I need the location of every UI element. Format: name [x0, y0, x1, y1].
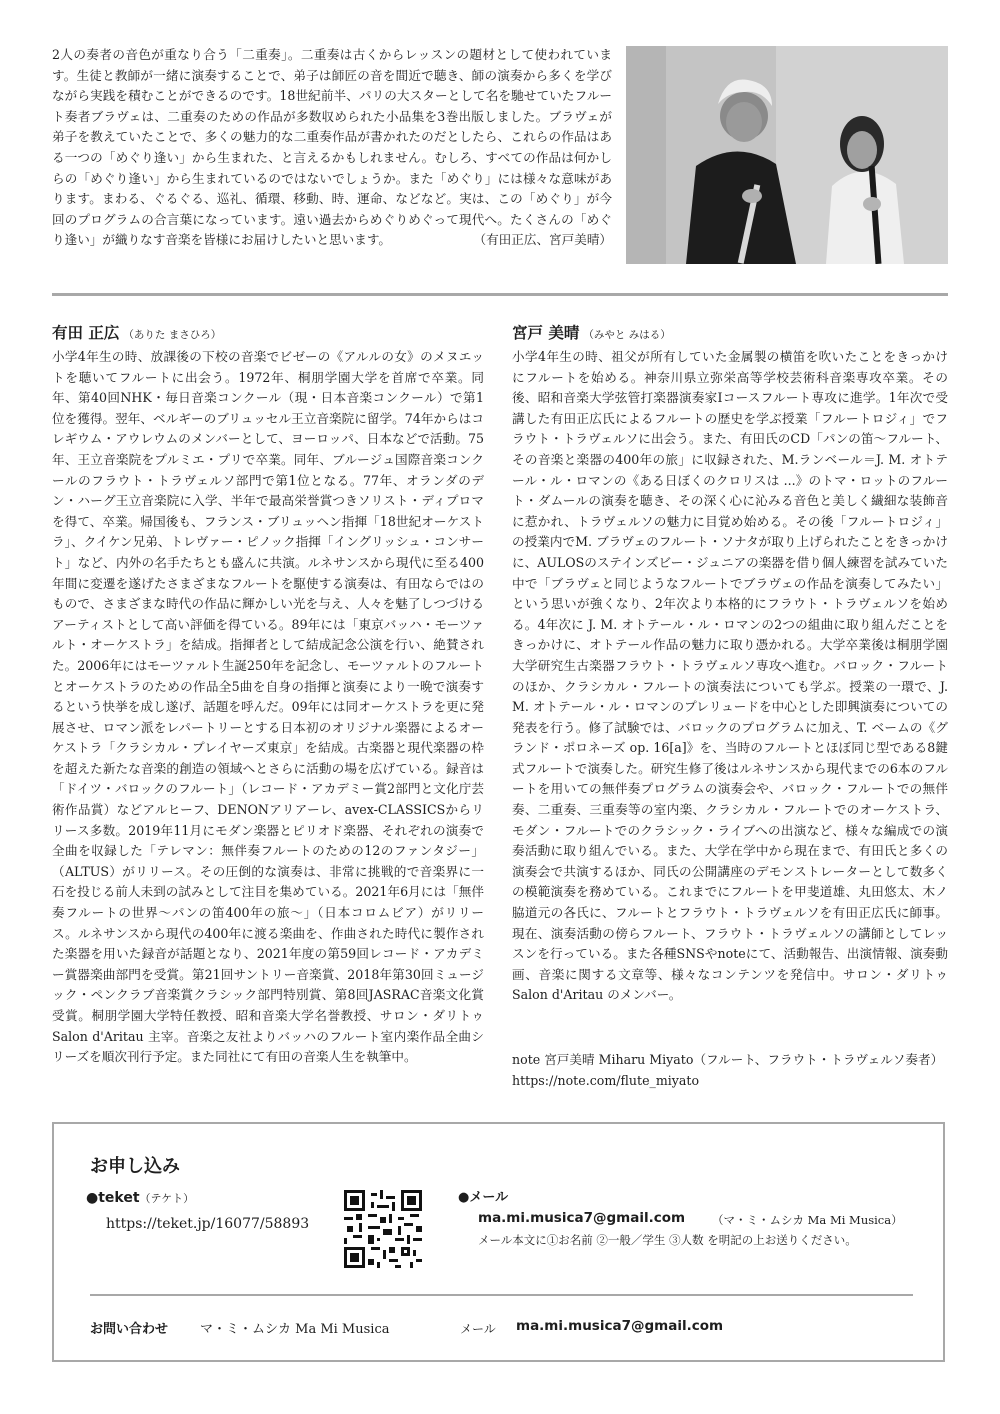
note-info — [512, 1050, 948, 1091]
bio-miyato-text: 小学4年生の時、祖父が所有していた金属製の横笛を吹いたことをきっかけにフルートを始める。神奈川県立弥栄高等学校芸術科音楽専攻卒業。その後、昭和音楽大学弦管打楽器演奏家Iコースフルート専攻に進学。1年次で受講した有田正広氏によるフルートの歴史を学ぶ授業「フルートロジィ」でフラウト・トラヴェルソに出会う。また、有田氏のCD「パンの笛～フルート、その音楽と楽器の400年の旅」に収録された、M.ランベール＝J. M. オトテール・ル・ロマンの《ある日ぼくのクロリスは ...》のトマ・ロットのフルート・ダムールの演奏を聴き、その深く心に沁みる音色と美しく繊細な装飾音に惹かれ、トラヴェルソの魅力に目覚め始める。その後「フルートロジィ」の授業内でM. ブラヴェのフルート・ソナタが取り上げられたことをきっかけに、AULOSのステインズビー・ジュニアの楽器を借り個人練習を試みていた中で「ブラヴェと同じようなフルートでブラヴェの作品を演奏してみたい」という思いが強くなり、2年次より本格的にフラウト・トラヴェルソを始める。4年次に J. M. オトテール・ル・ロマンの2つの組曲に取り組んだことをきっかけに、オトテール作品の魅力に取り憑かれる。大学卒業後は桐朋学園大学研究生古楽器フラウト・トラヴェルソ専攻へ進む。バロック・フルートのほか、クラシカル・フルートの演奏法についても学ぶ。授業の一環で、J. M. オトテール・ル・ロマンのプレリュードを中心とした即興演奏についての発表を行う。修了試験では、バロックのプログラムに加え、T. ベームの《グランド・ポロネーズ op. 16[a]》を、当時のフルートとほぼ同じ型である8鍵式フルートで演奏した。研究生修了後はルネサンスから現代までの6本のフルートを用いての無伴奏プログラムの演奏会や、バロック・フルートでの無伴奏、二重奏、三重奏等の室内楽、クラシカル・フルートでのオーケストラ、モダン・フルートでのクラシック・ライブへの出演など、様々な編成での演奏活動に取り組んでいる。また、大学在学中から現在まで、有田氏と多くの演奏会で共演するほか、同氏の公開講座のデモンストレーターとして数多くの模範演奏を務めている。これまでにフルートを甲斐道雄、丸田悠太、木ノ脇道元の各氏に、フルートとフラウト・トラヴェルソを有田正広氏に師事。現在、演奏活動の傍らフルート、フラウト・トラヴェルソの講師としてレッスンを行っている。また各種SNSやnoteにて、活動報告、出演情報、演奏動画、音楽に関する文章等、様々なコンテンツを発信中。サロン・ダリトゥ Salon d'Aritau のメンバー。 — [512, 349, 948, 1003]
contact-mail-label: メール — [460, 1322, 496, 1336]
note-line: note 宮戸美晴 Miharu Miyato（フルート、フラウト・トラヴェルソ奏者） — [512, 1052, 944, 1067]
intro-paragraph — [52, 45, 612, 251]
bio-miyato-reading: （みやと みはる） — [583, 329, 671, 341]
mail-label: ●メール — [458, 1190, 509, 1205]
mail-instructions: メール本文に①お名前 ②一般／学生 ③人数 を明記の上お送りください。 — [478, 1233, 857, 1247]
application-title: お申し込み — [90, 1156, 180, 1177]
qr-code-icon[interactable] — [344, 1190, 422, 1268]
contact-label: お問い合わせ — [90, 1322, 169, 1337]
bio-arita-text: 小学4年生の時、放課後の下校の音楽でビゼーの《アルルの女》のメヌエットを聴いてフルートに出会う。1972年、桐朋学園大学を首席で卒業。同年、第40回NHK・毎日音楽コンクール（現・日本音楽コンクール）で第1位を獲得。翌年、ベルギーのブリュッセル王立音楽院に留学。74年からはコレギウム・アウレウムのメンバーとして、ヨーロッパ、日本などで活動。75年、王立音楽院をプルミエ・プリで卒業。同年、ブルージュ国際音楽コンクールのフラウト・トラヴェルソ部門で第1位となる。77年、オランダのデン・ハーグ王立音楽院に入学、半年で最高栄誉賞つきソリスト・ディプロマを得て、卒業。帰国後も、フランス・ブリュッヘン指揮「18世紀オーケストラ」、クイケン兄弟、トレヴァー・ピノック指揮「イングリッシュ・コンサート」など、内外の名手たちとも盛んに共演。ルネサンスから現代に至る400年間に変遷を遂げたさまざまなフルートを駆使する演奏は、有田ならではのもので、さまざまな時代の作品に輝かしい光を与え、人々を魅了しつづけるアーティストとして高い評価を得ている。89年には「東京バッハ・モーツァルト・オーケストラ」を結成。指揮者として結成記念公演を行い、絶賛された。2006年にはモーツァルト生誕250年を記念し、モーツァルトのフルートとオーケストラのための作品全5曲を自身の指揮と演奏により一晩で演奏するという快挙を成し遂げ、話題を呼んだ。09年には同オーケストラを更に発展させ、ロマン派をレパートリーとする日本初のオリジナル楽器によるオーケストラ「クラシカル・プレイヤーズ東京」を結成。古楽器と現代楽器の枠を超えた新たな音楽的創造の領域へとさらに活動の場を広げている。録音は「ドイツ・バロックのフルート」（レコード・アカデミー賞2部門と文化庁芸術作品賞）などアルヒーフ、DENONアリアーレ、avex-CLASSICSからリリース多数。2019年11月にモダン楽器とピリオド楽器、それぞれの演奏で全曲を収録した「テレマン：無伴奏フルートのための12のファンタジー」（ALTUS）がリリース。その圧倒的な演奏は、非常に挑戦的で音楽界に一石を投じる前人未到の試みとして注目を集めている。2021年6月には「無伴奏フルートの世界～パンの笛400年の旅～」（日本コロムビア）がリリース。ルネサンスから現代の400年に渡る楽曲を、作曲された時代に製作された楽器を用いた録音が話題となり、2021年度の第59回レコード・アカデミー賞器楽曲部門を受賞。第21回サントリー音楽賞、2018年第30回ミュージック・ペンクラブ音楽賞クラシック部門特別賞、第8回JASRAC音楽文化賞受賞。桐朋学園大学特任教授、昭和音楽大学名誉教授、サロン・ダリトゥ Salon d'Aritau 主宰。音楽之友社よりバッハのフルート室内楽作品全曲シリーズを順次刊行予定。また同社にて有田の音楽人生を執筆中。 — [52, 349, 485, 1065]
bio-miyato-heading — [512, 322, 948, 346]
bio-arita — [52, 322, 484, 1068]
contact-org: マ・ミ・ムシカ Ma Mi Musica — [200, 1322, 390, 1337]
mail-address-link[interactable]: ma.mi.musica7@gmail.com — [478, 1210, 686, 1226]
bio-arita-name: 有田 正広 — [52, 323, 120, 342]
application-panel — [52, 1122, 945, 1362]
bio-arita-heading — [52, 322, 484, 346]
performers-photo — [626, 46, 948, 264]
teket-reading: （テケト） — [139, 1192, 195, 1205]
intro-credit: （有田正広、宮戸美晴） — [473, 232, 612, 248]
intro-text: 2人の奏者の音色が重なり合う「二重奏」。二重奏は古くからレッスンの題材として使われています。生徒と教師が一緒に演奏することで、弟子は師匠の音を間近で聴き、師の演奏から多くを学びながら実践を積むことができるのです。18世紀前半、パリの大スターとして名を馳せていたフルート奏者ブラヴェは、二重奏のための作品が多数収められた小品集を3巻出版しました。ブラヴェが弟子を教えていたことで、多くの魅力的な二重奏作品が書かれたのだとしたら、これらの作品はある一つの「めぐり逢い」から生まれた、と言えるかもしれません。むしろ、すべての作品は何かしらの「めぐり逢い」から生まれているのではないでしょうか。また「めぐり」には様々な意味があります。まわる、ぐるぐる、巡礼、循環、移動、時、運命、などなど。実は、この「めぐり」が今回のプログラムの合言葉になっています。遠い過去からめぐりめぐって現代へ。たくさんの「めぐり逢い」が織りなす音楽を皆様にお届けしたいと思います。 — [52, 47, 612, 248]
section-divider — [52, 293, 948, 296]
mail-org: （マ・ミ・ムシカ Ma Mi Musica） — [712, 1213, 903, 1227]
note-url-link[interactable]: https://note.com/flute_miyato — [512, 1072, 700, 1088]
panel-divider — [90, 1294, 913, 1296]
teket-heading — [86, 1190, 194, 1206]
contact-mail-link[interactable]: ma.mi.musica7@gmail.com — [516, 1318, 724, 1334]
teket-label: ●teket — [86, 1190, 140, 1206]
teket-url-link[interactable]: https://teket.jp/16077/58893 — [106, 1216, 310, 1232]
bio-miyato-name: 宮戸 美晴 — [512, 323, 580, 342]
bio-miyato — [512, 322, 948, 1006]
bio-arita-reading: （ありた まさひろ） — [123, 329, 222, 341]
